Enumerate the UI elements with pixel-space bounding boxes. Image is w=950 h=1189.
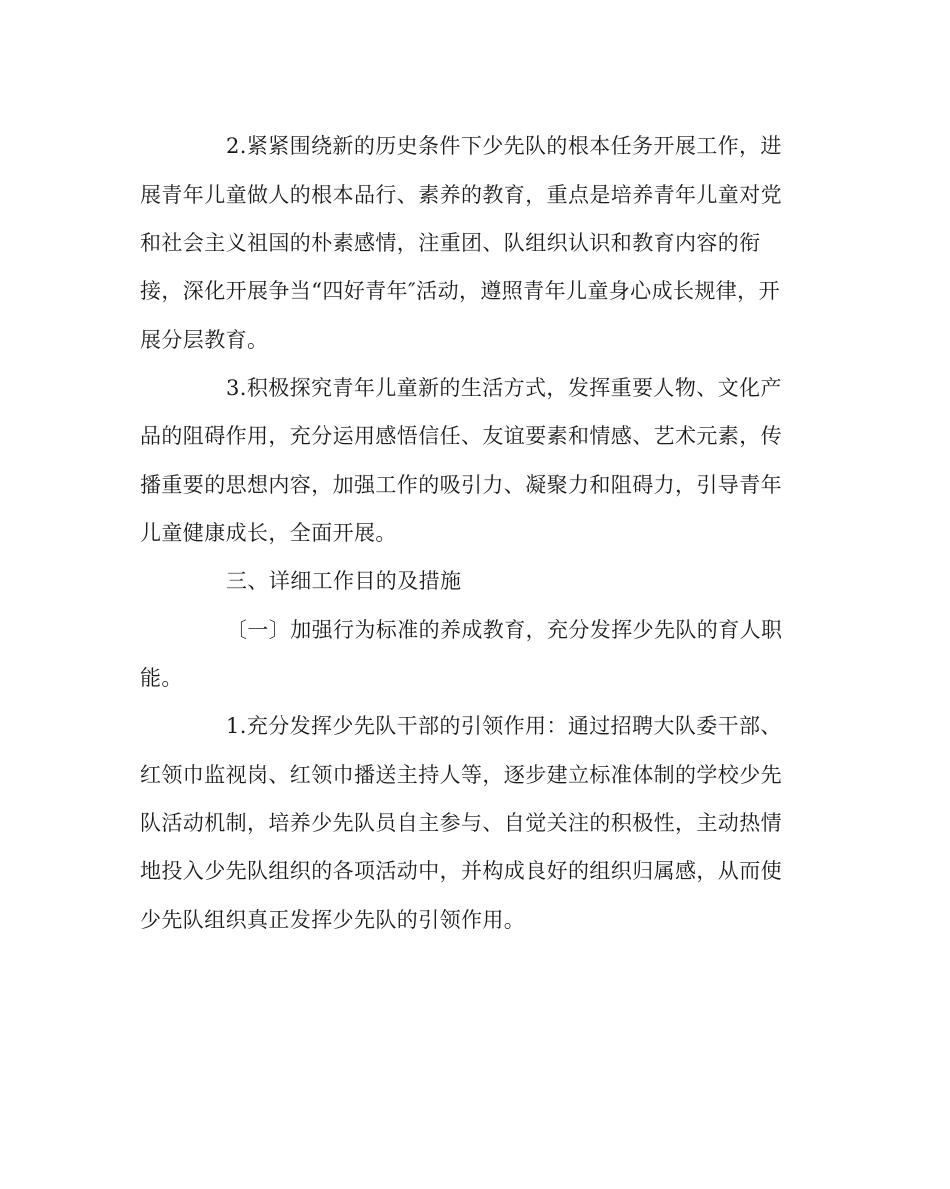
paragraph-2-line-1: 2.紧紧围绕新的历史条件下少先队的根本任务开展工作，进	[226, 134, 782, 158]
subsection-heading-line-1: 〔一〕加强行为标准的养成教育，充分发挥少先队的育人职	[226, 618, 783, 642]
paragraph-2-line-3: 和社会主义祖国的朴素感情，注重团、队组织认识和教育内容的衔	[140, 231, 761, 255]
paragraph-2-line-2: 展青年儿童做人的根本品行、素养的教育，重点是培养青年儿童对党	[140, 183, 782, 207]
paragraph-2-line-4: 接，深化开展争当“四好青年″活动，遵照青年儿童身心成长规律，开	[140, 279, 780, 303]
item-1-line-4: 地投入少先队组织的各项活动中，并构成良好的组织归属感，从而使	[140, 859, 782, 883]
paragraph-3-line-1: 3.积极探究青年儿童新的生活方式，发挥重要人物、文化产	[226, 376, 782, 400]
paragraph-2-line-5: 展分层教育。	[140, 328, 269, 352]
paragraph-3-line-3: 播重要的思想内容，加强工作的吸引力、凝聚力和阻碍力，引导青年	[140, 473, 782, 497]
item-1-line-5: 少先队组织真正发挥少先队的引领作用。	[140, 908, 526, 932]
item-1-line-3: 队活动机制，培养少先队员自主参与、自觉关注的积极性，主动热情	[140, 811, 782, 835]
item-1-line-1: 1.充分发挥少先队干部的引领作用：通过招聘大队委干部、	[226, 714, 782, 738]
subsection-heading-line-2: 能。	[140, 666, 183, 690]
paragraph-3-line-2: 品的阻碍作用，充分运用感悟信任、友谊要素和情感、艺术元素，传	[140, 424, 782, 448]
section-heading: 三、详细工作目的及措施	[226, 569, 462, 593]
item-1-line-2: 红领巾监视岗、红领巾播送主持人等，逐步建立标准体制的学校少先	[140, 763, 782, 787]
paragraph-3-line-4: 儿童健康成长，全面开展。	[140, 521, 397, 545]
